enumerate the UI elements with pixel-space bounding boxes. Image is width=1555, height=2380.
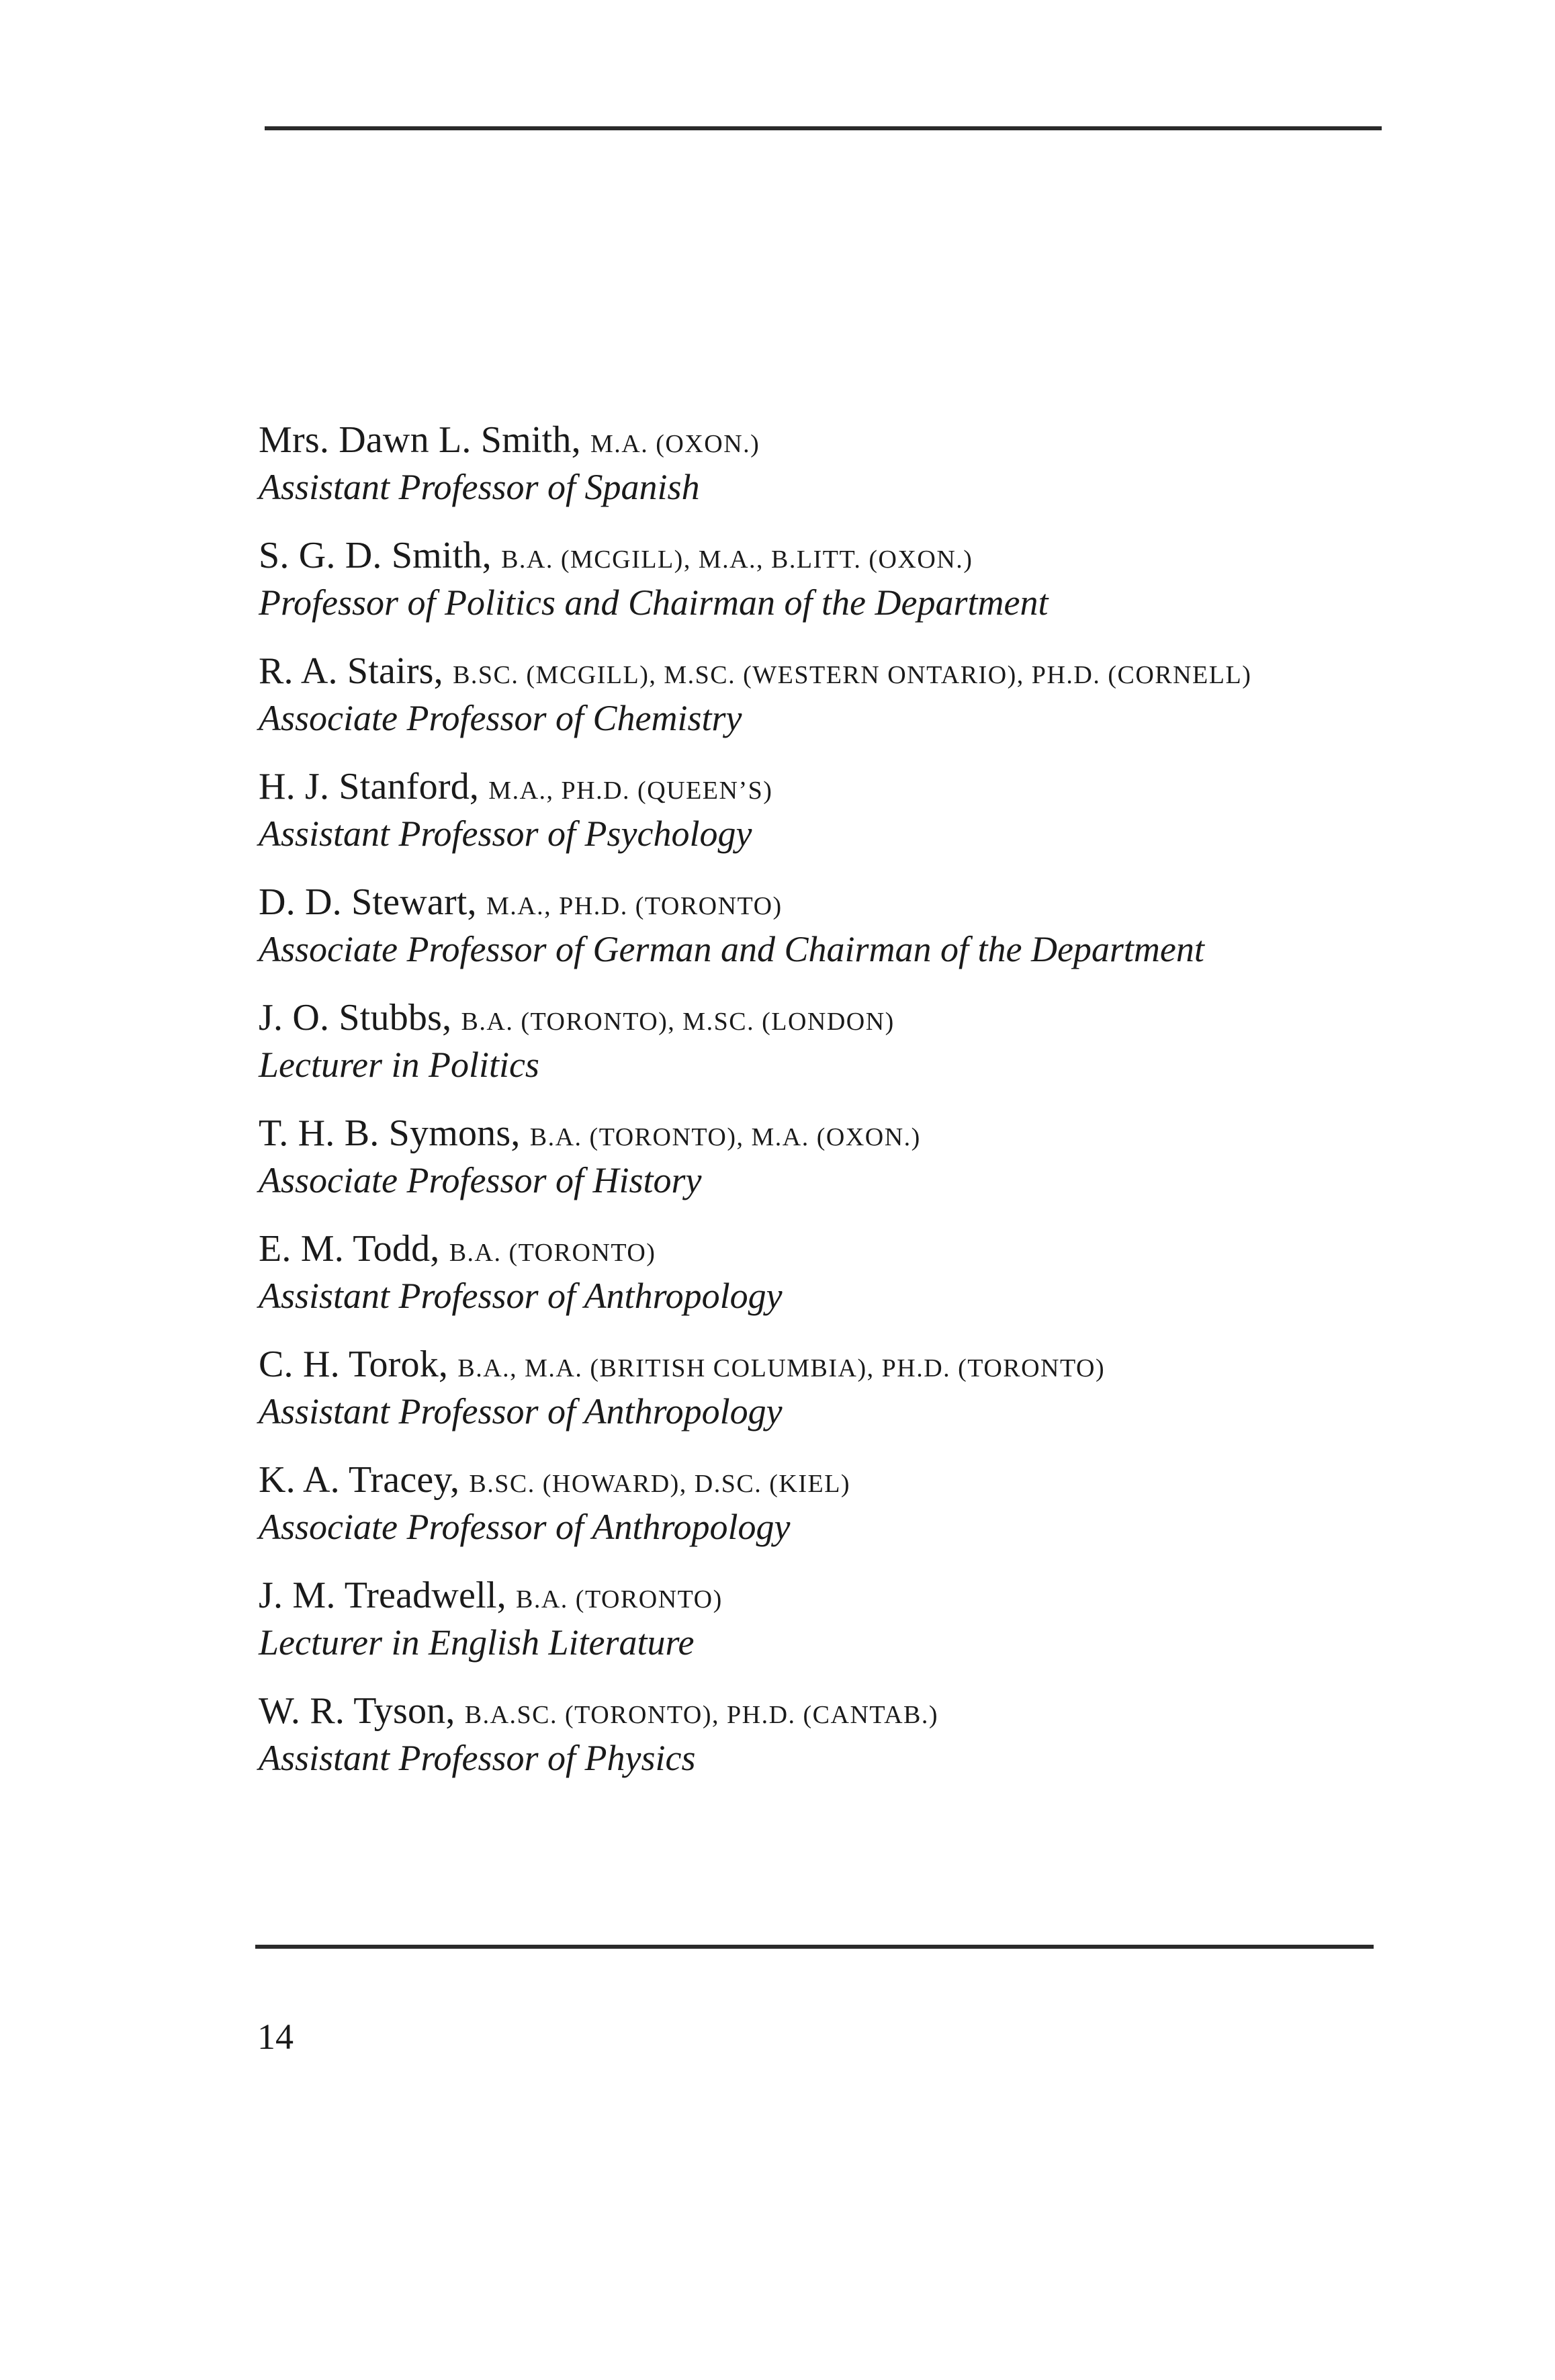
faculty-entry: [259, 1689, 1401, 1805]
faculty-title: Assistant Professor of Anthropology: [259, 1391, 783, 1431]
faculty-entry: [259, 1343, 1401, 1458]
bottom-rule: [255, 1945, 1374, 1949]
faculty-title: Lecturer in English Literature: [259, 1622, 695, 1663]
faculty-title: Associate Professor of German and Chairman of the Department: [259, 929, 1204, 969]
faculty-name: D. D. Stewart,: [259, 881, 477, 923]
faculty-degrees: M.A., PH.D. (QUEEN’S): [488, 777, 773, 805]
faculty-title: Assistant Professor of Anthropology: [259, 1276, 783, 1316]
faculty-title: Lecturer in Politics: [259, 1045, 539, 1085]
faculty-name: H. J. Stanford,: [259, 766, 480, 807]
page-number: 14: [257, 2017, 294, 2057]
faculty-entry: [259, 996, 1401, 1112]
faculty-title: Associate Professor of Chemistry: [259, 698, 742, 738]
faculty-entry: [259, 765, 1401, 881]
faculty-name: J. O. Stubbs,: [259, 997, 452, 1039]
faculty-entry: [259, 418, 1401, 534]
faculty-degrees: M.A. (OXON.): [590, 430, 760, 458]
faculty-name: K. A. Tracey,: [259, 1459, 460, 1501]
faculty-name: C. H. Torok,: [259, 1343, 449, 1385]
faculty-name: E. M. Todd,: [259, 1228, 440, 1270]
faculty-degrees: B.A. (TORONTO): [516, 1585, 723, 1614]
faculty-name: T. H. B. Symons,: [259, 1112, 521, 1154]
faculty-name: R. A. Stairs,: [259, 650, 443, 692]
faculty-name: S. G. D. Smith,: [259, 535, 492, 576]
faculty-entry: [259, 1227, 1401, 1343]
faculty-name: Mrs. Dawn L. Smith,: [259, 419, 581, 461]
faculty-entry: [259, 1112, 1401, 1227]
faculty-degrees: B.SC. (HOWARD), D.SC. (KIEL): [469, 1470, 851, 1498]
faculty-degrees: B.A. (TORONTO): [449, 1239, 656, 1267]
top-rule: [265, 126, 1382, 130]
faculty-title: Assistant Professor of Spanish: [259, 467, 700, 507]
faculty-degrees: B.A. (TORONTO), M.SC. (LONDON): [461, 1008, 895, 1036]
faculty-entry: [259, 1574, 1401, 1689]
faculty-degrees: B.A.SC. (TORONTO), PH.D. (CANTAB.): [464, 1701, 939, 1729]
faculty-title: Associate Professor of History: [259, 1160, 702, 1200]
faculty-title: Assistant Professor of Physics: [259, 1738, 696, 1778]
faculty-degrees: B.A. (MCGILL), M.A., B.LITT. (OXON.): [501, 545, 973, 574]
faculty-degrees: B.A. (TORONTO), M.A. (OXON.): [529, 1123, 921, 1151]
faculty-title: Professor of Politics and Chairman of the Department: [259, 582, 1049, 623]
faculty-title: Associate Professor of Anthropology: [259, 1507, 791, 1547]
faculty-list: [259, 418, 1401, 1805]
faculty-entry: [259, 650, 1401, 765]
faculty-entry: [259, 534, 1401, 650]
faculty-degrees: B.A., M.A. (BRITISH COLUMBIA), PH.D. (TORONTO): [457, 1354, 1106, 1382]
faculty-entry: [259, 1458, 1401, 1574]
faculty-entry: [259, 881, 1401, 996]
faculty-name: J. M. Treadwell,: [259, 1575, 506, 1616]
faculty-degrees: B.SC. (MCGILL), M.SC. (WESTERN ONTARIO), PH.D. (CORNELL): [453, 661, 1252, 689]
faculty-degrees: M.A., PH.D. (TORONTO): [486, 892, 783, 920]
faculty-name: W. R. Tyson,: [259, 1690, 455, 1732]
faculty-title: Assistant Professor of Psychology: [259, 813, 752, 854]
